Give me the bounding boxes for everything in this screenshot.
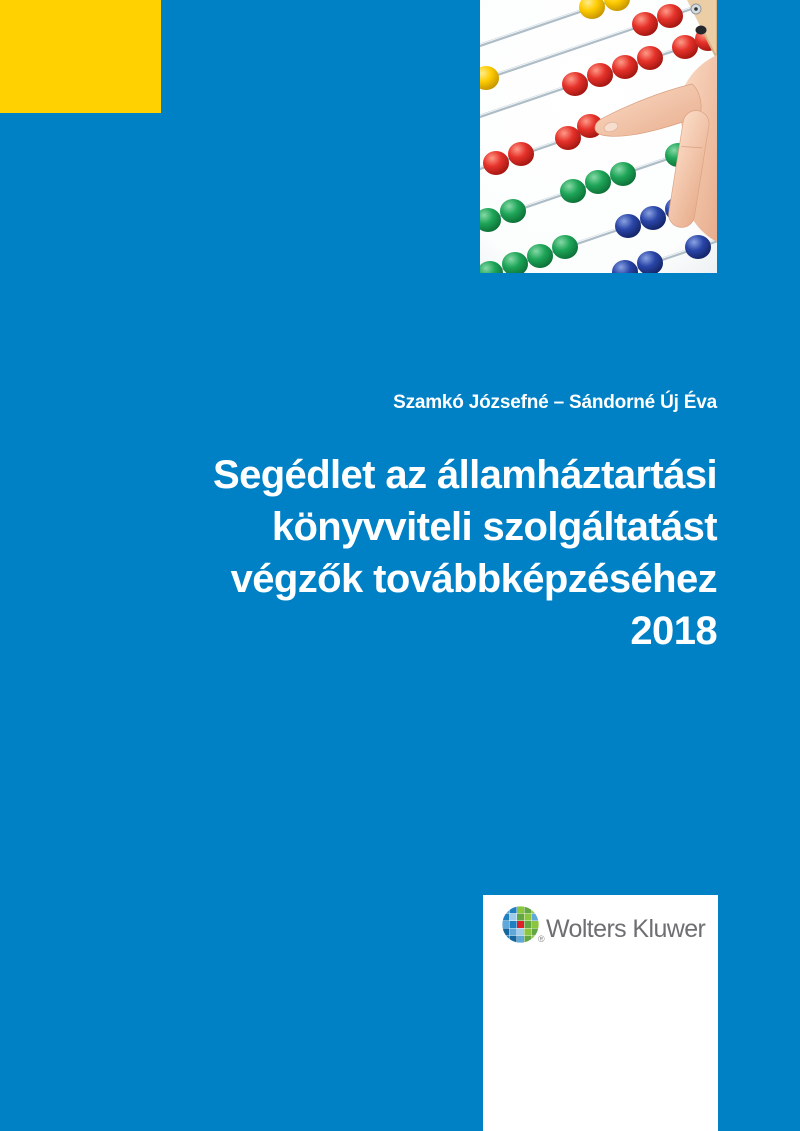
title-line-year: 2018: [630, 609, 717, 653]
abacus-photo-svg: [480, 0, 717, 273]
wolters-kluwer-globe-icon: [502, 906, 539, 943]
book-title: [213, 449, 717, 657]
publisher-logo-box: [483, 895, 718, 1131]
abacus-photo: [480, 0, 717, 273]
author-names: Szamkó Józsefné – Sándorné Új Éva: [393, 392, 717, 413]
title-line-2: könyvviteli szolgáltatást: [271, 505, 717, 549]
publisher-name: Wolters Kluwer: [546, 915, 706, 943]
yellow-accent-block: [0, 0, 161, 113]
registered-trademark: ®: [538, 934, 545, 944]
title-line-1: Segédlet az államháztartási: [212, 453, 717, 497]
title-line-3: végzők továbbképzéséhez: [230, 557, 717, 601]
